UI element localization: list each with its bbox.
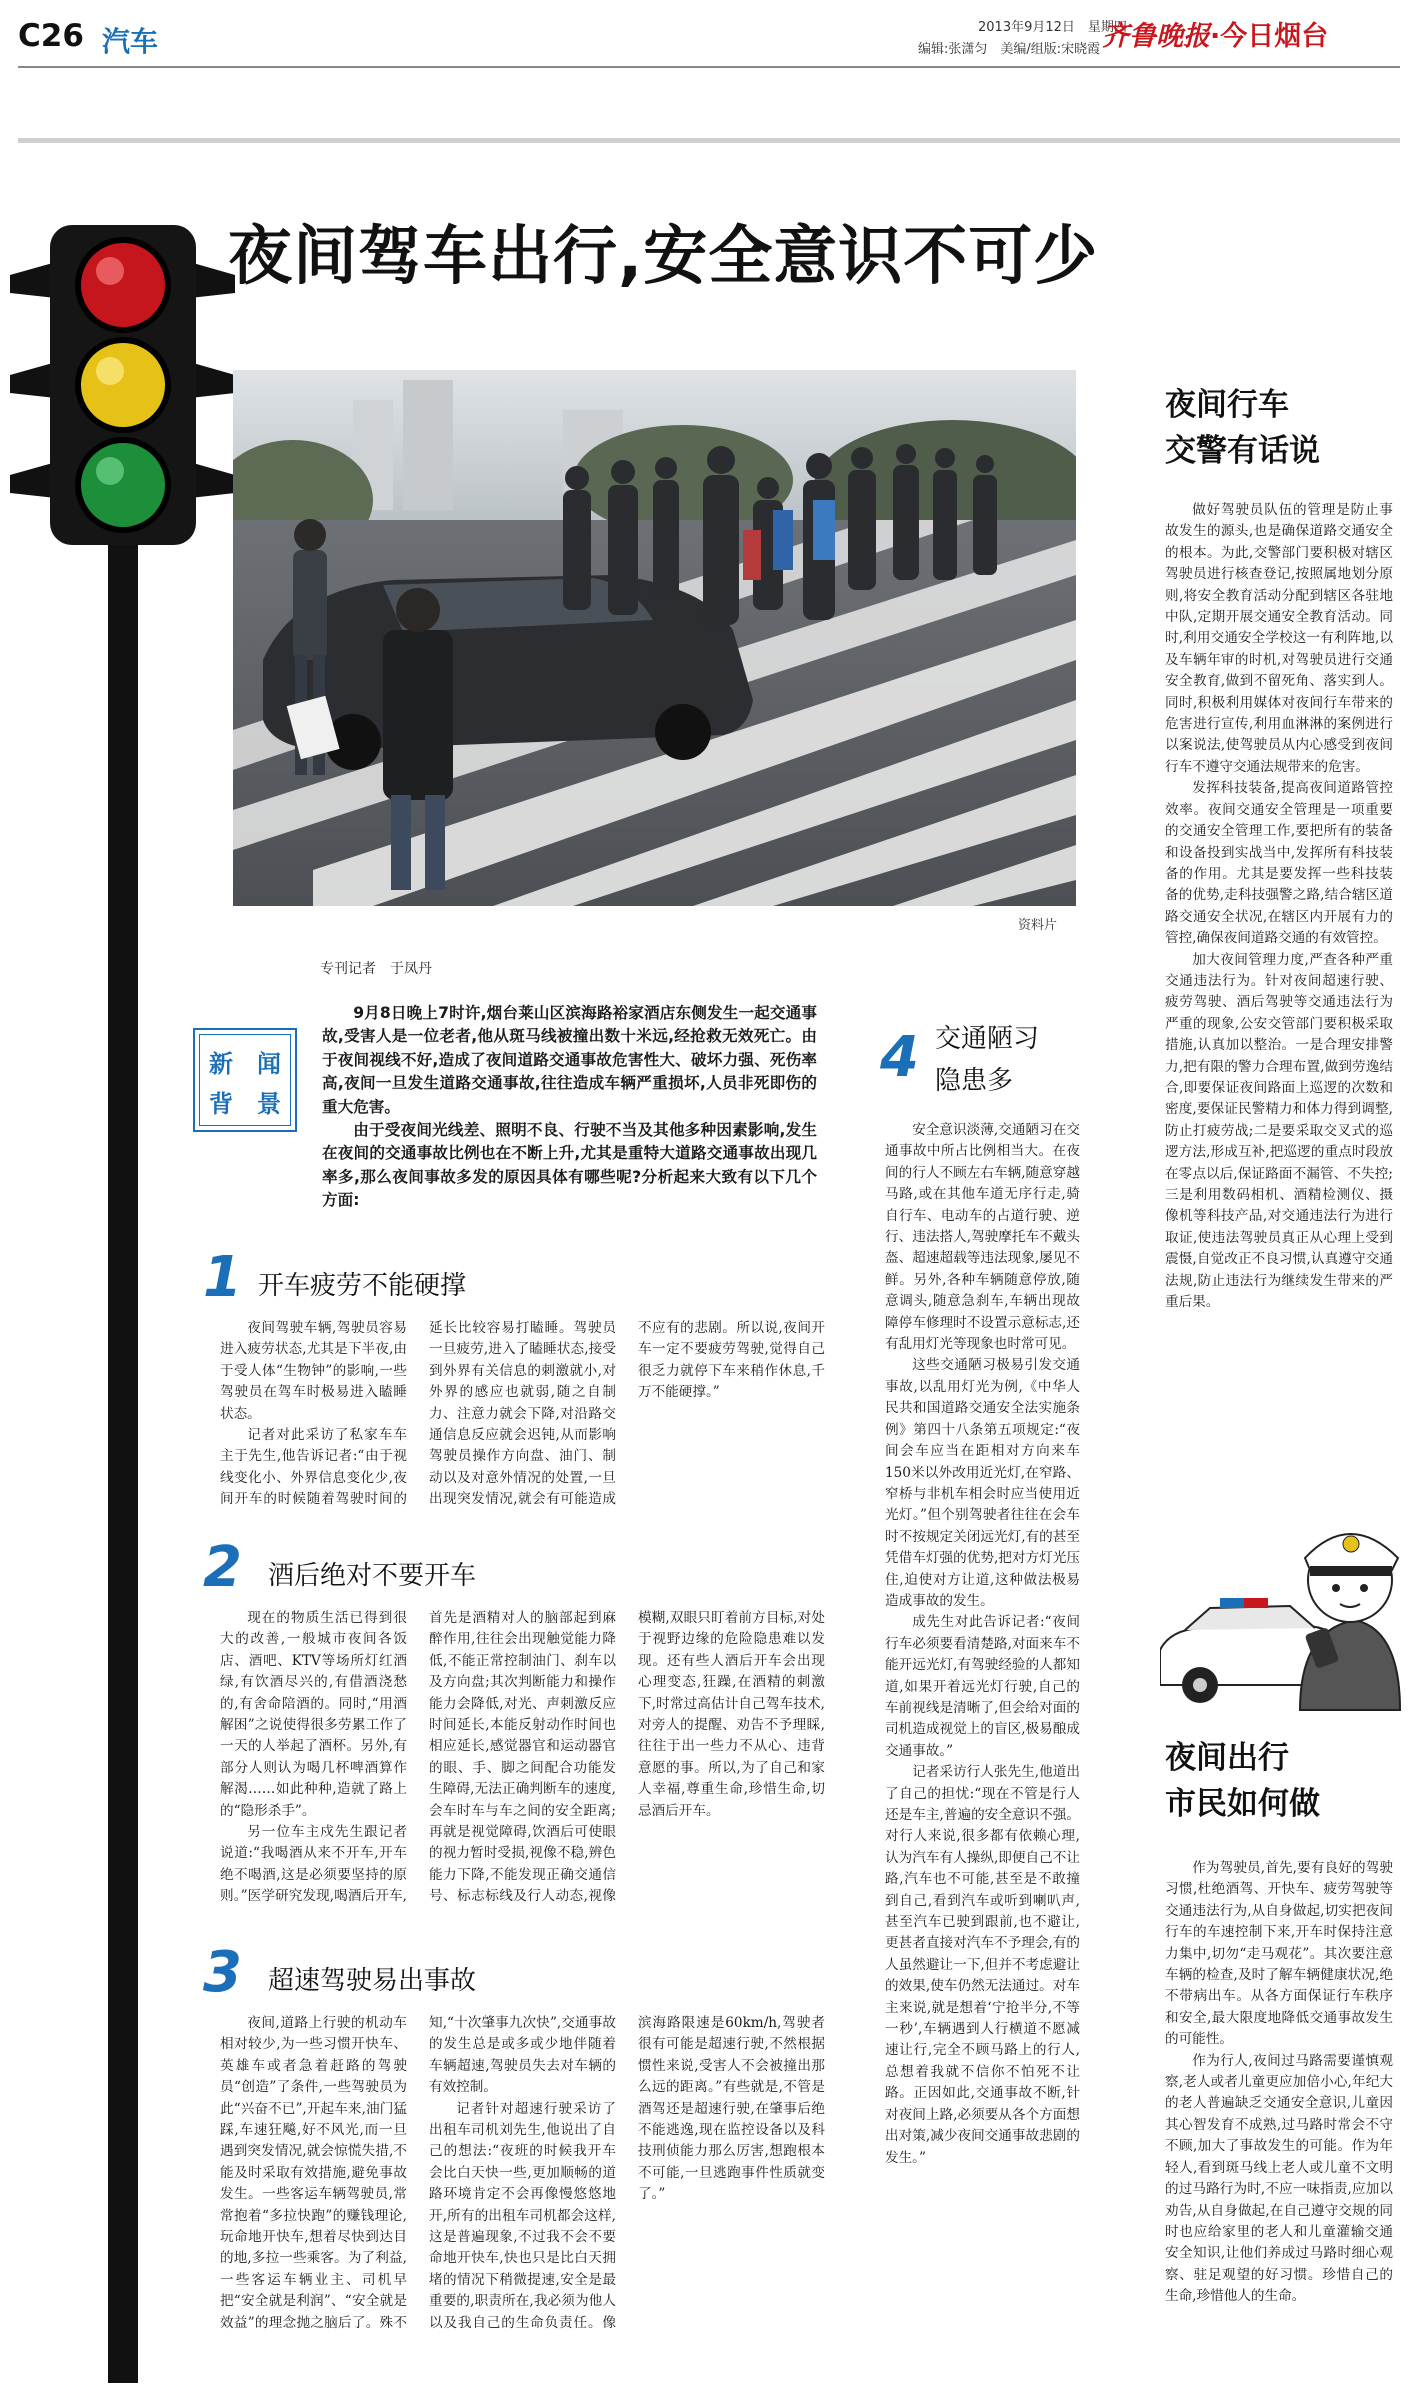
headline: 夜间驾车出行,安全意识不可少	[228, 220, 1099, 294]
sidebar-paragraph: 作为行人,夜间过马路需要谨慎观察,老人或者儿童更应加倍小心,年纪大的老人普遍缺乏交通安全意识,儿童因其心智发育不成熟,过马路时常会不守不顾,加大了事故发生的可能。作为年轻人,看到斑马线上老人或儿童不文明的过马路行为时,不应一味指责,应加以劝告,从自身做起,在自己遵守交规的同时也应给家里的老人和儿童灌输交通安全知识,让他们养成过马路时细心观察、驻足观望的好习惯。珍惜自己的生命,珍惜他人的生命。	[1165, 2052, 1393, 2305]
section-paragraph: 另一位车主戍先生跟记者说道:“我喝酒从来不开车,开车绝不喝酒,这是必须要坚持的原则。”医学研究发现,喝酒后开车,首先是酒精对人的脑部起到麻醉作用,往往会出现触觉能力降低,不能正常控制油门、刹车以及方向盘;其次判断能力和操作能力会降低,对光、声刺激反应时间延长,本能反射动作时间也相应延长,感觉器官和运动器官的眼、手、脚之间配合功能发生障碍,无法正确判断车的速度,会车时车与车之间的安全距离;再就是视觉障碍,饮酒后可使眼的视力暂时受损,视像不稳,辨色能力下降,不能发现正确交通信号、标志标线及行人动态,视像模糊,双眼只盯着前方目标,对处于视野边缘的危险隐患难以发现。还有些人酒后开车会出现心理变态,狂躁,在酒精的刺激下,时常过高估计自己驾车技术,对旁人的提醒、劝告不予理睬,往往于出一些力不从心、违背意愿的事。所以,为了自己和家人幸福,尊重生命,珍惜生命,切忌酒后开车。	[220, 1610, 825, 1905]
editors-credit: 编辑:张潇匀 美编/组版:宋晓霞	[918, 42, 1101, 57]
section-paragraph: 安全意识淡薄,交通陋习在交通事故中所占比例相当大。在夜间的行人不顾左右车辆,随意穿越马路,或在其他车道无序行走,骑自行车、电动车的占道行驶、逆行、违法搭人,驾驶摩托车不戴头盔、超速超载等违法现象,屡见不鲜。另外,各种车辆随意停放,随意调头,随意急刹车,车辆出现故障停车修理时不设置示意标志,还有乱用灯光等现象也时常可见。	[885, 1122, 1080, 1353]
section-paragraph: 记者对此采访了私家车车主于先生,他告诉记者:“由于视线变化小、外界信息变化少,夜间开车的时候随着驾驶时间的延长比较容易打瞌睡。驾驶员一旦疲劳,进入了瞌睡状态,接受到外界有关信息的刺激就小,对外界的感应也就弱,随之自制力、注意力就会下降,对沿路交通信息反应就会迟钝,从而影响驾驶员操作方向盘、油门、制动以及对意外情况的处置,一旦出现突发情况,就会有可能造成不应有的悲剧。所以说,夜间开车一定不要疲劳驾驶,觉得自己很乏力就停下车来稍作休息,千万不能硬撑。”	[220, 1320, 825, 1508]
sidebar-police-title-line1: 夜间行车	[1165, 387, 1289, 423]
brand-name: 齐鲁晚报	[1102, 21, 1210, 52]
brand-logo	[1102, 14, 1328, 53]
traffic-light-illustration	[10, 225, 235, 2383]
sidebar-paragraph: 发挥科技装备,提高夜间道路管控效率。夜间交通安全管理是一项重要的交通安全管理工作,要把所有的装备和设备投到实战当中,发挥所有科技装备的作用。尤其是要发挥一些科技装备的优势,走科技强警之路,结合辖区道路交通安全状况,在辖区内开展有力的管控,确保夜间道路交通的有效管控。	[1165, 780, 1393, 947]
section-4-body	[885, 1120, 1080, 2360]
sidebar-paragraph: 作为驾驶员,首先,要有良好的驾驶习惯,杜绝酒驾、开快车、疲劳驾驶等交通违法行为,从自身做起,切实把夜间行车的车速控制下来,开车时保持注意力集中,切勿“走马观花”。其次要注意车辆的检查,及时了解车辆健康状况,绝不带病出车。从各方面保证行车秩序和安全,最大限度地降低交通事故发生的可能性。	[1165, 1860, 1393, 2048]
section-paragraph: 成先生对此告诉记者:“夜间行车必须要看清楚路,对面来车不能开远光灯,有驾驶经验的人都知道,如果开着远光灯行驶,自己的车前视线是清晰了,但会给对面的司机造成视觉上的盲区,极易酿成交通事故。”	[885, 1614, 1080, 1759]
section-paragraph: 夜间,道路上行驶的机动车相对较少,为一些习惯开快车、英雄车或者急着赶路的驾驶员“创造”了条件,一些驾驶员为此“兴奋不已”,开起车来,油门猛踩,车速狂飚,好不风光,而一旦遇到突发情况,就会惊慌失措,不能及时采取有效措施,避免事故发生。一些客运车辆驾驶员,常常抱着“多拉快跑”的赚钱理论,玩命地开快车,想着尽快到达目的地,多拉一些乘客。为了利益,一些客运车辆业主、司机早把“安全就是利润”、“安全就是效益”的理念抛之脑后了。殊不知,“十次肇事九次快”,交通事故的发生总是或多或少地伴随着车辆超速,驾驶员失去对车辆的有效控制。	[220, 2015, 616, 2331]
brand-suffix: ·今日烟台	[1210, 21, 1329, 52]
news-tag-line1: 新 闻	[209, 1049, 281, 1078]
page-code: C26	[18, 18, 84, 54]
byline: 专刊记者 于凤丹	[320, 961, 432, 977]
sidebar-police-title	[1165, 382, 1320, 474]
issue-date: 2013年9月12日 星期四	[978, 20, 1127, 35]
sidebar-police-title-line2: 交警有话说	[1165, 433, 1320, 469]
lead-text	[322, 1002, 817, 1213]
section-paragraph: 记者采访行人张先生,他道出了自己的担忧:“现在不管是行人还是车主,普遍的安全意识不强。对行人来说,很多都有依赖心理,认为汽车有人操纵,即便自己不让路,汽车也不可能,甚至是不敢撞到自己,看到汽车或听到喇叭声,甚至汽车已驶到跟前,也不避让,更甚者直接对汽车不予理会,有的人虽然避让一下,但并不考虑避让的效果,使车仍然无法通过。对车主来说,就是想着‘宁抢半分,不等一秒’,车辆遇到人行横道不愿减速让行,完全不顾马路上的行人,总想着我就不信你不怕死不让路。正因如此,交通事故不断,针对夜间上路,必须要从各个方面想出对策,减少夜间交通事故悲剧的发生。”	[885, 1764, 1080, 2166]
news-photo	[233, 370, 1076, 906]
section-1-title: 开车疲劳不能硬撑	[258, 1271, 467, 1301]
section-3-title: 超速驾驶易出事故	[268, 1966, 477, 1996]
header-rule	[18, 66, 1400, 68]
lead-paragraph: 由于受夜间光线差、照明不良、行驶不当及其他多种因素影响,发生在夜间的交通事故比例也在不断上升,尤其是重特大道路交通事故出现几率多,那么夜间事故多发的原因具体有哪些呢?分析起来大致有以下几个方面:	[322, 1121, 817, 1210]
top-rule	[18, 138, 1400, 143]
section-paragraph: 夜间驾驶车辆,驾驶员容易进入疲劳状态,尤其是下半夜,由于受人体“生物钟”的影响,一些驾驶员在驾车时极易进入瞌睡状态。	[220, 1320, 407, 1422]
news-tag-line2: 背 景	[209, 1089, 281, 1118]
section-name: 汽车	[102, 25, 159, 58]
section-3-body	[220, 2013, 825, 2353]
sidebar-paragraph: 加大夜间管理力度,严查各种严重交通违法行为。针对夜间超速行驶、疲劳驾驶、酒后驾驶等交通违法行为严重的现象,公安交管部门要积极采取措施,认真加以整治。一是合理安排警力,把有限的警力合理布置,做到劳逸结合,即要保证夜间路面上巡逻的次数和密度,要保证民警精力和体力得到调整,防止打疲劳战;二是要采取交叉式的巡逻方法,形成互补,把巡逻的重点时段放在零点以后,保证路面不漏管、不失控;三是利用数码相机、酒精检测仪、摄像机等科技产品,对交通违法行为进行取证,使违法驾驶员真正从心理上受到震慑,自觉改正不良习惯,认真遵守交通法规,防止违法行为继续发生带来的严重后果。	[1165, 951, 1393, 1311]
section-3-number: 3	[203, 1940, 242, 2005]
section-4-title: 交通陋习 隐患多	[935, 1024, 1040, 1096]
lead-paragraph: 9月8日晚上7时许,烟台莱山区滨海路裕家酒店东侧发生一起交通事故,受害人是一位老者,他从斑马线被撞出数十米远,经抢救无效死亡。由于夜间视线不好,造成了夜间道路交通事故危害性大、破坏力强、死伤率高,夜间一旦发生道路交通事故,往往造成车辆严重损坏,人员非死即伤的重大危害。	[322, 1004, 817, 1116]
section-paragraph: 这些交通陋习极易引发交通事故,以乱用灯光为例,《中华人民共和国道路交通安全法实施条例》第四十八条第五项规定:“夜间会车应当在距相对方向来车150米以外改用近光灯,在窄路、窄桥与非机车相会时应当使用近光灯。”但个别驾驶者往往在会车时不按规定关闭远光灯,有的甚至凭借车灯强的优势,把对方灯光压住,迫使对方让道,这种做法极易造成事故的发生。	[885, 1357, 1080, 1609]
sidebar-police-body	[1165, 500, 1393, 1420]
section-4-number: 4	[880, 1025, 919, 1090]
photo-caption: 资料片	[1018, 918, 1058, 933]
news-background-tag	[193, 1028, 297, 1132]
sidebar-paragraph: 做好驾驶员队伍的管理是防止事故发生的源头,也是确保道路交通安全的根本。为此,交警部门要积极对辖区驾驶员进行核查登记,按照属地划分原则,将安全教育活动分配到辖区各驻地中队,定期开展交通安全教育活动。同时,利用交通安全学校这一有利阵地,以及车辆年审的时机,对驾驶员进行交通安全教育,做到不留死角、落实到人。同时,积极利用媒体对夜间行车带来的危害进行宣传,利用血淋淋的案例进行以案说法,使驾驶员从内心感受到夜间行车不遵守交通法规带来的危害。	[1165, 502, 1393, 775]
section-2-title: 酒后绝对不要开车	[268, 1561, 477, 1591]
crosswalk-photo-image	[233, 370, 1076, 906]
section-paragraph: 记者针对超速行驶采访了出租车司机刘先生,他说出了自己的想法:“夜班的时候我开车会比白天快一些,更加顺畅的道路环境肯定不会再像慢悠悠地开,所有的出租车司机都会这样,这是普遍现象,不过我不会不要命地开快车,快也只是比白天拥堵的情况下稍微提速,安全是最重要的,职责所在,我必须为他人以及我自己的生命负责任。像滨海路限速是60km/h,驾驶者很有可能是超速行驶,不然根据惯性来说,受害人不会被撞出那么远的距离。”有些就是,不管是酒驾还是超速行驶,在肇事后绝不能逃逸,现在监控设备以及科技刑侦能力那么厉害,想跑根本不可能,一旦逃跑事件性质就变了。”	[429, 2015, 825, 2331]
section-1-number: 1	[203, 1245, 242, 1310]
section-1-body	[220, 1318, 825, 1518]
sidebar-citizen-title	[1165, 1735, 1320, 1827]
police-cartoon	[1160, 1480, 1405, 1720]
traffic-police-icon	[1160, 1480, 1405, 1720]
section-2-body	[220, 1608, 825, 1908]
sidebar-citizen-title-line2: 市民如何做	[1165, 1786, 1320, 1822]
sidebar-citizen-title-line1: 夜间出行	[1165, 1740, 1289, 1776]
section-2-number: 2	[203, 1535, 242, 1600]
traffic-light-icon	[10, 225, 235, 2383]
sidebar-citizen-body	[1165, 1858, 1393, 2358]
page-header	[0, 0, 1417, 70]
section-paragraph: 现在的物质生活已得到很大的改善,一般城市夜间各饭店、酒吧、KTV等场所灯红酒绿,有饮酒尽兴的,有借酒浇愁的,有舍命陪酒的。同时,“用酒解困”之说使得很多劳累工作了一天的人举起了酒杯。另外,有部分人则认为喝几杯啤酒算作解渴……如此种种,造就了路上的“隐形杀手”。	[220, 1610, 407, 1819]
